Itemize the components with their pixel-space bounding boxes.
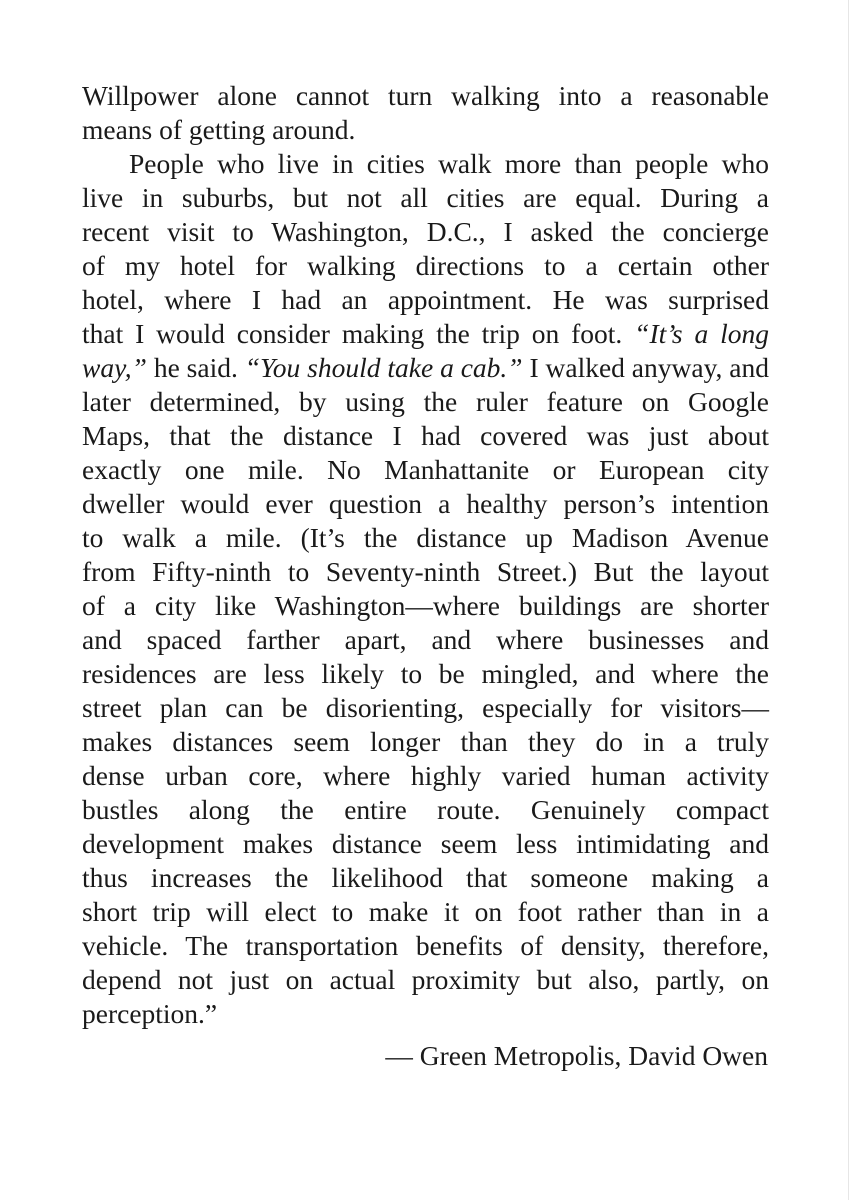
- passage-line-9-text: I walked anyway, and: [522, 352, 769, 383]
- passage-line-23: development makes distance seem less intimidating and: [82, 828, 769, 859]
- passage-line-17: and spaced farther apart, and where businesses and: [82, 624, 769, 655]
- passage-line-3: People who live in cities walk more than people who: [129, 148, 769, 179]
- quote-attribution: — Green Metropolis, David Owen: [385, 1040, 768, 1071]
- concierge-quote-start: “It’s a long: [634, 318, 769, 349]
- passage-line-20: makes distances seem longer than they do in a truly: [82, 726, 769, 757]
- passage-line-25: short trip will elect to make it on foot rather than in a: [82, 896, 769, 927]
- passage-line-24: thus increases the likelihood that someone making a: [82, 862, 769, 893]
- passage-line-2: means of getting around.: [82, 114, 356, 145]
- passage-line-4: live in suburbs, but not all cities are equal. During a: [82, 182, 769, 213]
- passage-line-10: later determined, by using the ruler feature on Google: [82, 386, 769, 417]
- concierge-quote-cab: “You should take a cab.”: [244, 352, 523, 383]
- quote-passage: [82, 79, 769, 1031]
- passage-line-28: perception.”: [82, 998, 218, 1029]
- passage-line-9: [82, 351, 769, 385]
- passage-line-7: hotel, where I had an appointment. He was surprised: [82, 284, 769, 315]
- passage-line-5: recent visit to Washington, D.C., I asked the concierge: [82, 216, 769, 247]
- passage-line-12: exactly one mile. No Manhattanite or European city: [82, 454, 769, 485]
- passage-line-26: vehicle. The transportation benefits of density, therefore,: [82, 930, 769, 961]
- passage-line-19: street plan can be disorienting, especially for visitors—: [82, 692, 769, 723]
- passage-line-21: dense urban core, where highly varied human activity: [82, 760, 769, 791]
- passage-line-9-said: he said.: [146, 352, 245, 383]
- passage-line-11: Maps, that the distance I had covered was just about: [82, 420, 769, 451]
- passage-line-27: depend not just on actual proximity but also, partly, on: [82, 964, 769, 995]
- passage-line-6: of my hotel for walking directions to a certain other: [82, 250, 769, 281]
- passage-line-8: [82, 317, 769, 351]
- passage-line-16: of a city like Washington—where buildings are shorter: [82, 590, 769, 621]
- passage-line-15: from Fifty-ninth to Seventy-ninth Street.) But the layout: [82, 556, 769, 587]
- passage-line-13: dweller would ever question a healthy person’s intention: [82, 488, 769, 519]
- passage-line-1: Willpower alone cannot turn walking into a reasonable: [82, 80, 769, 111]
- passage-line-18: residences are less likely to be mingled, and where the: [82, 658, 769, 689]
- passage-line-14: to walk a mile. (It’s the distance up Madison Avenue: [82, 522, 769, 553]
- passage-line-8-text: that I would consider making the trip on foot.: [82, 318, 635, 349]
- concierge-quote-end: way,”: [82, 352, 147, 383]
- passage-line-22: bustles along the entire route. Genuinely compact: [82, 794, 769, 825]
